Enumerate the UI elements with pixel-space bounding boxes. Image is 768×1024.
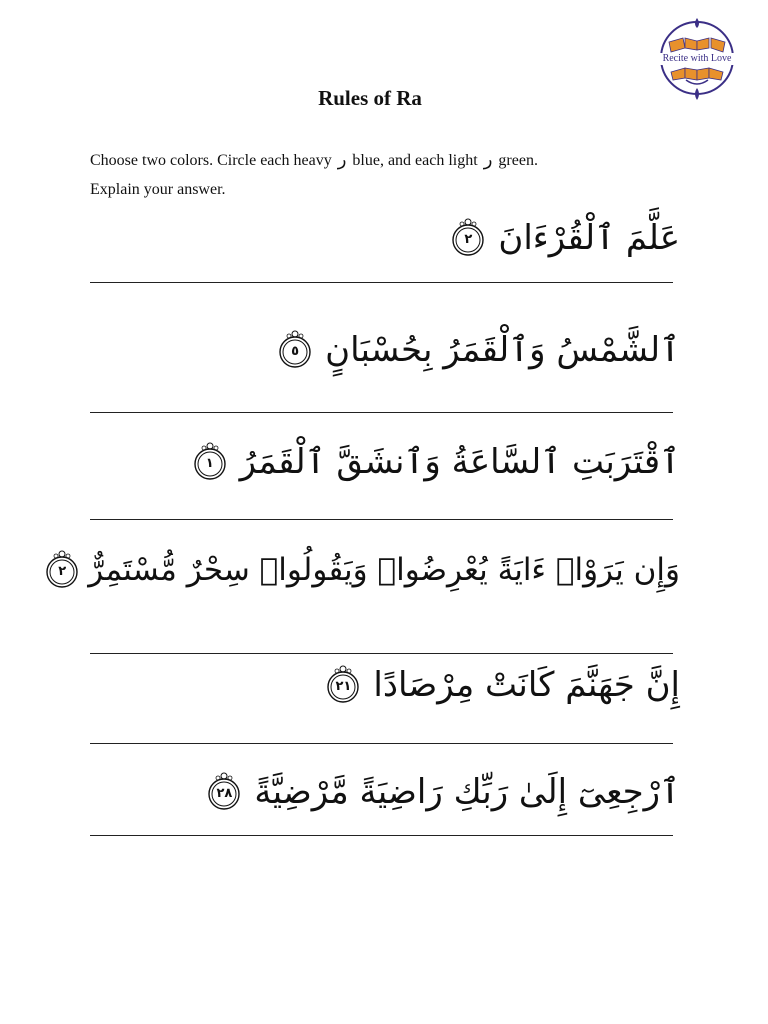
instruction-text-start: Choose two colors. Circle each heavy xyxy=(90,152,332,169)
answer-line-2[interactable] xyxy=(90,412,673,413)
verse-2 xyxy=(275,330,680,370)
instruction-text-end: green. xyxy=(498,152,538,169)
verse-text: وَإِن يَرَوْا۟ ءَايَةً يُعْرِضُوا۟ وَيَقُولُوا۟ سِحْرٌ مُّسْتَمِرٌّ xyxy=(88,551,680,588)
verse-text: ٱقْتَرَبَتِ ٱلسَّاعَةُ وَٱنشَقَّ ٱلْقَمَرُ xyxy=(239,442,680,482)
ayah-number: ١ xyxy=(205,455,214,471)
instruction-line-1 xyxy=(90,149,538,170)
ayah-number-marker xyxy=(323,665,363,705)
answer-line-6[interactable] xyxy=(90,835,673,836)
instruction-text-middle: blue, and each light xyxy=(352,152,478,169)
ayah-number-marker xyxy=(275,330,315,370)
answer-line-1[interactable] xyxy=(90,282,673,283)
verse-1 xyxy=(448,218,680,258)
ayah-number-marker xyxy=(448,218,488,258)
ayah-number: ٢ xyxy=(58,563,67,579)
ayah-number: ٢١ xyxy=(335,678,352,694)
page-title: Rules of Ra xyxy=(318,86,422,110)
answer-line-5[interactable] xyxy=(90,743,673,744)
instruction-line-2: Explain your answer. xyxy=(90,181,226,198)
ayah-number-marker xyxy=(42,550,82,590)
answer-line-3[interactable] xyxy=(90,519,673,520)
ayah-number-marker xyxy=(204,772,244,812)
ra-letter-heavy: ر xyxy=(337,149,347,170)
logo-text: Recite with Love xyxy=(656,53,738,65)
ayah-number: ٢٨ xyxy=(216,785,233,801)
verse-text: إِنَّ جَهَنَّمَ كَانَتْ مِرْصَادًا xyxy=(373,665,680,705)
verse-text: عَلَّمَ ٱلْقُرْءَانَ xyxy=(498,218,680,258)
ra-letter-light: ر xyxy=(483,149,493,170)
verse-4 xyxy=(42,550,680,590)
verse-3 xyxy=(190,442,680,482)
ayah-number: ٢ xyxy=(464,231,473,247)
verse-5 xyxy=(323,665,680,705)
ayah-number: ٥ xyxy=(291,343,300,359)
verse-text: ٱلشَّمْسُ وَٱلْقَمَرُ بِحُسْبَانٍ xyxy=(325,330,680,370)
ayah-number-marker xyxy=(190,442,230,482)
answer-line-4[interactable] xyxy=(90,653,673,654)
verse-6 xyxy=(204,772,680,812)
verse-text: ٱرْجِعِىٓ إِلَىٰ رَبِّكِ رَاضِيَةً مَّرْضِيَّةً xyxy=(254,772,680,812)
